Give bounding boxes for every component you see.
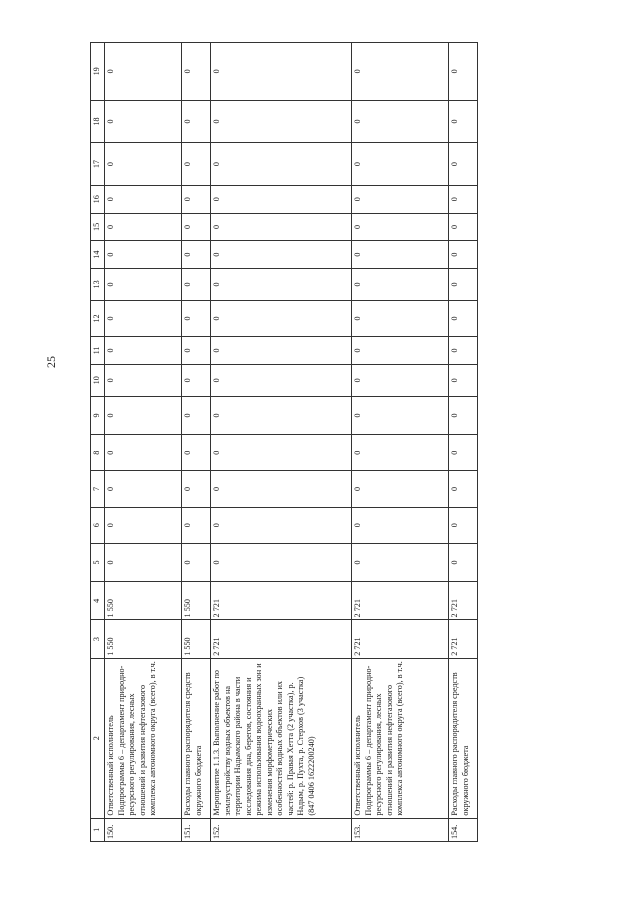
page-number: 25 <box>44 356 58 368</box>
cell-value: 0 <box>211 337 352 365</box>
cell-value: 0 <box>352 300 449 336</box>
cell-value: 2 721 <box>449 620 478 658</box>
cell-value: 0 <box>105 337 182 365</box>
cell-value: 0 <box>352 241 449 269</box>
cell-value: 0 <box>105 471 182 507</box>
cell-value: 0 <box>105 364 182 396</box>
column-header: 19 <box>91 43 105 101</box>
cell-value: 0 <box>211 213 352 241</box>
cell-value: 0 <box>182 43 211 101</box>
cell-value: 0 <box>352 435 449 471</box>
cell-value: 0 <box>352 364 449 396</box>
cell-value: 0 <box>449 507 478 543</box>
row-description: Расходы главного распорядителя средств окружного бюджета <box>449 658 478 818</box>
row-description: Ответственный исполнитель Подпрограммы 6 – департамент природно-ресурсного регулирования, лесных отношений и развития нефтегазового комплекса автономного округа (всего), в т.ч. <box>105 658 182 818</box>
cell-value: 0 <box>182 185 211 213</box>
cell-value: 2 721 <box>352 582 449 620</box>
cell-value: 0 <box>211 507 352 543</box>
cell-value: 1 550 <box>105 620 182 658</box>
cell-value: 0 <box>449 241 478 269</box>
cell-value: 0 <box>211 300 352 336</box>
cell-value: 0 <box>449 471 478 507</box>
cell-value: 0 <box>211 364 352 396</box>
cell-value: 0 <box>182 364 211 396</box>
cell-value: 0 <box>352 143 449 186</box>
row-description: Расходы главного распорядителя средств окружного бюджета <box>182 658 211 818</box>
cell-value: 0 <box>105 241 182 269</box>
cell-value: 2 721 <box>449 582 478 620</box>
column-header: 17 <box>91 143 105 186</box>
cell-value: 0 <box>182 435 211 471</box>
cell-value: 0 <box>449 337 478 365</box>
column-header: 16 <box>91 185 105 213</box>
cell-value: 0 <box>182 396 211 434</box>
cell-value: 0 <box>352 507 449 543</box>
cell-value: 0 <box>211 43 352 101</box>
cell-value: 0 <box>211 241 352 269</box>
cell-value: 0 <box>449 100 478 143</box>
cell-value: 0 <box>211 435 352 471</box>
column-header: 1 <box>91 818 105 841</box>
column-header: 10 <box>91 364 105 396</box>
column-header: 2 <box>91 658 105 818</box>
table-row <box>449 43 478 842</box>
cell-value: 0 <box>352 213 449 241</box>
cell-value: 0 <box>182 507 211 543</box>
cell-value: 0 <box>182 100 211 143</box>
header-row <box>91 43 105 842</box>
cell-value: 0 <box>182 337 211 365</box>
column-header: 14 <box>91 241 105 269</box>
cell-value: 0 <box>352 543 449 581</box>
cell-value: 1 550 <box>182 582 211 620</box>
cell-value: 0 <box>352 268 449 300</box>
cell-value: 0 <box>211 185 352 213</box>
cell-value: 0 <box>105 43 182 101</box>
row-index: 154. <box>449 818 478 841</box>
cell-value: 0 <box>105 100 182 143</box>
cell-value: 0 <box>182 300 211 336</box>
cell-value: 0 <box>352 396 449 434</box>
cell-value: 0 <box>352 43 449 101</box>
row-description: Мероприятие 1.1.3. Выполнение работ по землеустройству водных объектов на территории Надымского района в части исследования дна, берегов, состояния и режима использования водоохранных зон и изменения морфометрических особенностей водных объектов или их частей: р. Правая Хетта (2 участка), р. Надым, р. Пухта, р. Стерхов (3 участка) (847 0406 1622200240) <box>211 658 352 818</box>
cell-value: 0 <box>182 213 211 241</box>
column-header: 11 <box>91 337 105 365</box>
cell-value: 0 <box>105 396 182 434</box>
row-index: 152. <box>211 818 352 841</box>
cell-value: 1 550 <box>182 620 211 658</box>
cell-value: 1 550 <box>105 582 182 620</box>
column-header: 6 <box>91 507 105 543</box>
cell-value: 0 <box>449 396 478 434</box>
column-header: 9 <box>91 396 105 434</box>
cell-value: 0 <box>352 100 449 143</box>
cell-value: 0 <box>105 543 182 581</box>
cell-value: 0 <box>352 471 449 507</box>
cell-value: 0 <box>105 300 182 336</box>
cell-value: 0 <box>211 143 352 186</box>
cell-value: 2 721 <box>352 620 449 658</box>
cell-value: 0 <box>449 364 478 396</box>
table-row <box>211 43 352 842</box>
cell-value: 0 <box>182 471 211 507</box>
cell-value: 0 <box>449 435 478 471</box>
column-header: 15 <box>91 213 105 241</box>
cell-value: 0 <box>449 300 478 336</box>
table-row <box>182 43 211 842</box>
cell-value: 0 <box>211 471 352 507</box>
column-header: 7 <box>91 471 105 507</box>
cell-value: 2 721 <box>211 582 352 620</box>
column-header: 5 <box>91 543 105 581</box>
cell-value: 0 <box>105 213 182 241</box>
cell-value: 0 <box>182 268 211 300</box>
cell-value: 0 <box>352 337 449 365</box>
cell-value: 0 <box>449 213 478 241</box>
cell-value: 0 <box>211 543 352 581</box>
column-header: 8 <box>91 435 105 471</box>
cell-value: 0 <box>211 100 352 143</box>
cell-value: 0 <box>105 143 182 186</box>
column-header: 13 <box>91 268 105 300</box>
cell-value: 0 <box>105 268 182 300</box>
column-header: 3 <box>91 620 105 658</box>
cell-value: 0 <box>211 268 352 300</box>
table-row <box>352 43 449 842</box>
cell-value: 0 <box>182 543 211 581</box>
cell-value: 0 <box>449 43 478 101</box>
cell-value: 0 <box>449 143 478 186</box>
column-header: 12 <box>91 300 105 336</box>
column-header: 18 <box>91 100 105 143</box>
cell-value: 2 721 <box>211 620 352 658</box>
cell-value: 0 <box>105 435 182 471</box>
table-row <box>105 43 182 842</box>
budget-table-sheet <box>90 42 530 842</box>
cell-value: 0 <box>182 241 211 269</box>
cell-value: 0 <box>449 185 478 213</box>
cell-value: 0 <box>449 543 478 581</box>
row-description: Ответственный исполнитель Подпрограммы 6 – департамент природно-ресурсного регулирования, лесных отношений и развития нефтегазового комплекса автономного округа (всего), в т.ч. <box>352 658 449 818</box>
column-header: 4 <box>91 582 105 620</box>
row-index: 150. <box>105 818 182 841</box>
cell-value: 0 <box>211 396 352 434</box>
cell-value: 0 <box>105 185 182 213</box>
cell-value: 0 <box>352 185 449 213</box>
row-index: 151. <box>182 818 211 841</box>
row-index: 153. <box>352 818 449 841</box>
cell-value: 0 <box>182 143 211 186</box>
cell-value: 0 <box>105 507 182 543</box>
cell-value: 0 <box>449 268 478 300</box>
budget-table <box>90 42 478 842</box>
